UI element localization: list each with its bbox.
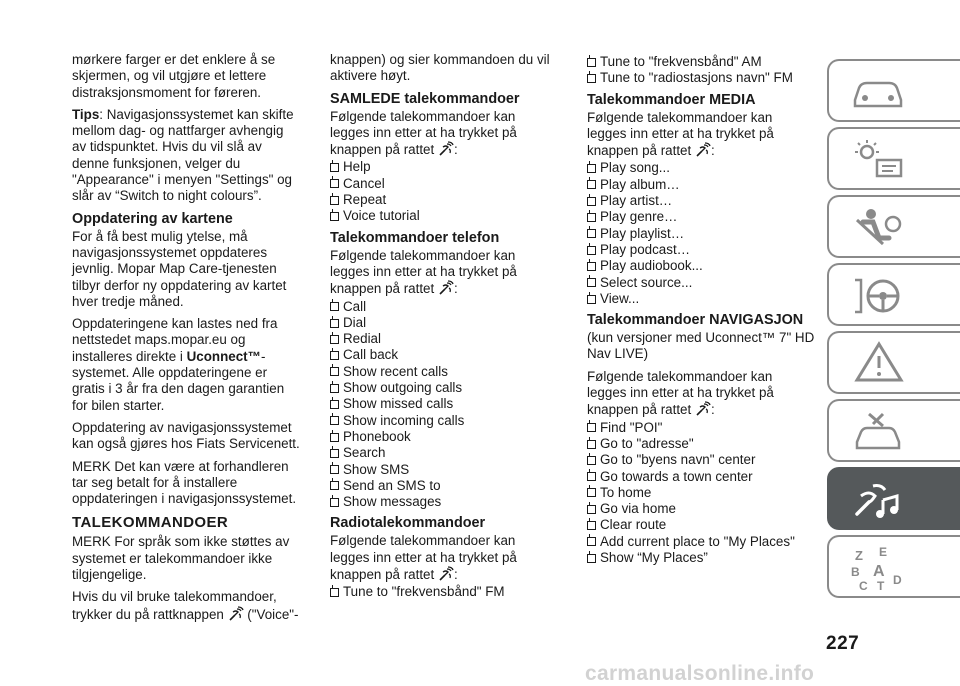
checkbox-icon: [330, 319, 339, 328]
command-text: Go to "adresse": [600, 435, 694, 451]
list-item: [587, 54, 815, 70]
checkbox-icon: [587, 229, 596, 238]
tips-paragraph: [72, 107, 300, 205]
command-text: Play podcast…: [600, 241, 691, 257]
checkbox-icon: [587, 554, 596, 563]
checkbox-icon: [330, 335, 339, 344]
alphabet-index-icon: [849, 544, 919, 594]
list-item: [330, 159, 558, 175]
command-text: Clear route: [600, 517, 667, 533]
navigation-command-list: [587, 420, 815, 567]
text: Følgende talekommandoer kan legges inn etter at ha trykket på knappen på rattet: [587, 109, 774, 159]
heading-media-commands: Talekommandoer MEDIA: [587, 91, 756, 108]
paragraph: MERK For språk som ikke støttes av systemet er talekommandoer ikke tilgjengelige.: [72, 534, 290, 583]
list-item: [330, 445, 558, 461]
list-item: [330, 380, 558, 396]
airbag-seat-icon: [849, 204, 909, 250]
list-item: [587, 534, 815, 550]
road-warning-icon: [849, 340, 909, 386]
paragraph: Oppdatering av navigasjonssystemet kan også gjøres hos Fiats Servicenett.: [72, 419, 300, 452]
voice-button-icon: [438, 280, 454, 296]
svg-text:T: T: [877, 579, 885, 593]
command-text: Dial: [343, 314, 367, 330]
command-text: Show incoming calls: [343, 412, 465, 428]
checkbox-icon: [587, 488, 596, 497]
chapter-tabs: [827, 59, 960, 603]
checkbox-icon: [330, 367, 339, 376]
page-number: 227: [826, 633, 860, 654]
command-text: Add current place to "My Places": [600, 533, 795, 549]
checkbox-icon: [587, 278, 596, 287]
watermark: carmanualsonline.info: [585, 662, 815, 685]
tips-text: : Navigasjonssystemet kan skifte mellom dag- og nattfarger avhengig av tidspunktet. Hvis du vil slå av denne funksjonen, velger du "Appearance" i menyen "Settings" og slår av “Switch to night colours”.: [72, 106, 294, 204]
list-item: [330, 584, 558, 600]
column-left: [72, 52, 300, 629]
checkbox-icon: [587, 505, 596, 514]
voice-button-icon: [695, 401, 711, 417]
checkbox-icon: [587, 472, 596, 481]
svg-text:B: B: [851, 565, 860, 579]
text: Følgende talekommandoer kan legges inn etter at ha trykket på knappen på rattet: [330, 533, 517, 583]
checkbox-icon: [587, 456, 596, 465]
command-text: Show outgoing calls: [343, 380, 463, 396]
list-item: [330, 413, 558, 429]
tab-maintenance[interactable]: [827, 399, 960, 462]
heading-common-commands: SAMLEDE talekommandoer: [330, 90, 520, 107]
tab-warning-lights[interactable]: [827, 127, 960, 190]
list-item: [330, 192, 558, 208]
intro-paragraph: [587, 369, 815, 419]
list-item: [330, 478, 558, 494]
checkbox-icon: [330, 400, 339, 409]
command-text: Find "POI": [600, 419, 663, 435]
intro-paragraph: [587, 110, 815, 160]
car-icon: [849, 68, 909, 114]
list-item: [330, 315, 558, 331]
command-text: Call: [343, 298, 367, 314]
list-item: [330, 299, 558, 315]
checkbox-icon: [587, 246, 596, 255]
command-text: Tune to "frekvensbånd" AM: [600, 54, 762, 69]
text: Følgende talekommandoer kan legges inn etter at ha trykket på knappen på rattet: [587, 368, 774, 418]
heading-navigation-commands: Talekommandoer NAVIGASJON: [587, 312, 804, 329]
command-text: Show missed calls: [343, 396, 454, 412]
text: :: [710, 143, 715, 159]
radio-command-list-continued: [587, 54, 815, 87]
checkbox-icon: [587, 521, 596, 530]
command-text: Go to "byens navn" center: [600, 452, 756, 468]
checkbox-icon: [330, 196, 339, 205]
list-item: [330, 429, 558, 445]
multimedia-icon: [849, 476, 909, 522]
command-text: Repeat: [343, 192, 387, 208]
command-text: Voice tutorial: [343, 208, 420, 224]
list-item: [587, 436, 815, 452]
text: :: [453, 567, 458, 583]
checkbox-icon: [587, 213, 596, 222]
tab-car[interactable]: [827, 59, 960, 122]
checkbox-icon: [330, 179, 339, 188]
command-text: Help: [343, 159, 371, 175]
navigation-version-note: (kun versjoner med Uconnect™ 7" HD Nav LIVE): [587, 330, 815, 362]
command-text: Call back: [343, 347, 399, 363]
list-item: [587, 226, 815, 242]
checkbox-icon: [330, 465, 339, 474]
command-text: Play genre…: [600, 209, 678, 225]
checkbox-icon: [330, 588, 339, 597]
list-item: [587, 193, 815, 209]
command-text: Show recent calls: [343, 363, 448, 379]
list-item: [330, 347, 558, 363]
command-text: Play artist…: [600, 193, 673, 209]
command-text: Go via home: [600, 501, 676, 517]
list-item: [330, 331, 558, 347]
list-item: [330, 208, 558, 224]
svg-text:C: C: [859, 579, 868, 593]
warning-lights-icon: [849, 136, 919, 182]
checkbox-icon: [330, 351, 339, 360]
text: Følgende talekommandoer kan legges inn etter at ha trykket på knappen på rattet: [330, 247, 517, 297]
list-item: [330, 396, 558, 412]
list-item: [587, 420, 815, 436]
voice-button-icon: [228, 606, 244, 622]
common-command-list: [330, 159, 558, 224]
command-text: Show messages: [343, 494, 442, 510]
media-command-list: [587, 160, 815, 307]
list-item: [587, 291, 815, 307]
command-text: Cancel: [343, 175, 385, 191]
command-text: Redial: [343, 331, 381, 347]
voice-button-icon: [695, 142, 711, 158]
heading-map-update: Oppdatering av kartene: [72, 210, 233, 227]
checkbox-icon: [330, 302, 339, 311]
text: Hvis du vil bruke talekommandoer, trykker du på rattknappen: [72, 589, 277, 622]
intro-paragraph: [330, 109, 558, 159]
list-item: [330, 462, 558, 478]
list-item: [587, 209, 815, 225]
phone-command-list: [330, 299, 558, 511]
command-text: Play album…: [600, 176, 680, 192]
tab-emergency[interactable]: [827, 331, 960, 394]
voice-button-icon: [438, 141, 454, 157]
tab-index[interactable]: [827, 535, 960, 598]
text: Oppdateringene kan lastes ned fra nettstedet maps.mopar.eu og installeres direkte i: [72, 316, 278, 364]
command-text: To home: [600, 484, 652, 500]
paragraph: MERK Det kan være at forhandleren tar seg betalt for å installere oppdateringen i navigasjonssystemet.: [72, 458, 297, 507]
radio-command-list: [330, 584, 558, 600]
list-item: [587, 160, 815, 176]
checkbox-icon: [587, 440, 596, 449]
checkbox-icon: [587, 164, 596, 173]
paragraph: [72, 316, 300, 414]
svg-text:Z: Z: [855, 548, 863, 563]
list-item: [587, 177, 815, 193]
checkbox-icon: [587, 58, 596, 67]
column-right: [587, 54, 815, 570]
tab-multimedia[interactable]: [827, 467, 960, 530]
paragraph: For å få best mulig ytelse, må navigasjonssystemet oppdateres jevnlig. Mopar Map Care-tjenesten tilbyr derfor ny oppdatering av kartet hver tredje måned.: [72, 228, 287, 309]
text: ("Voice"-: [243, 606, 299, 622]
list-item: [587, 550, 815, 566]
checkbox-icon: [330, 212, 339, 221]
list-item: [330, 176, 558, 192]
checkbox-icon: [330, 433, 339, 442]
column-middle: [330, 52, 558, 605]
list-item: [587, 485, 815, 501]
command-text: Send an SMS to: [343, 477, 441, 493]
command-text: View...: [600, 290, 640, 306]
tips-label: Tips: [72, 106, 100, 122]
paragraph: [72, 589, 300, 623]
text: :: [710, 402, 715, 418]
heading-voice-commands: TALEKOMMANDOER: [72, 514, 229, 532]
tools-car-icon: [849, 408, 909, 454]
list-item: [587, 70, 815, 86]
text: :: [453, 281, 458, 297]
svg-text:D: D: [893, 573, 902, 587]
list-item: [587, 275, 815, 291]
voice-button-icon: [438, 566, 454, 582]
checkbox-icon: [330, 163, 339, 172]
heading-phone-commands: Talekommandoer telefon: [330, 229, 500, 246]
list-item: [587, 501, 815, 517]
list-item: [587, 452, 815, 468]
checkbox-icon: [587, 74, 596, 83]
checkbox-icon: [330, 498, 339, 507]
command-text: Search: [343, 445, 386, 461]
steering-wheel-icon: [849, 272, 909, 318]
intro-paragraph: [330, 533, 558, 583]
uconnect-brand: Uconnect™: [186, 348, 262, 364]
text: -systemet. Alle oppdateringene er gratis i 3 år fra den dagen garantien for bilen starter.: [72, 348, 285, 413]
checkbox-icon: [587, 197, 596, 206]
command-text: Go towards a town center: [600, 468, 753, 484]
paragraph: knappen) og sier kommandoen du vil aktivere høyt.: [330, 52, 550, 84]
checkbox-icon: [587, 180, 596, 189]
checkbox-icon: [587, 537, 596, 546]
checkbox-icon: [330, 384, 339, 393]
heading-radio-commands: Radiotalekommandoer: [330, 515, 486, 532]
command-text: Play audiobook...: [600, 258, 703, 274]
checkbox-icon: [330, 481, 339, 490]
checkbox-icon: [330, 416, 339, 425]
text: :: [453, 142, 458, 158]
list-item: [587, 469, 815, 485]
tab-safety[interactable]: [827, 195, 960, 258]
command-text: Phonebook: [343, 428, 411, 444]
command-text: Select source...: [600, 274, 693, 290]
checkbox-icon: [330, 449, 339, 458]
command-text: Play song...: [600, 160, 670, 176]
checkbox-icon: [587, 262, 596, 271]
command-text: Show SMS: [343, 461, 410, 477]
command-text: Tune to "frekvensbånd" FM: [343, 584, 505, 600]
list-item: [587, 242, 815, 258]
checkbox-icon: [587, 295, 596, 304]
list-item: [330, 494, 558, 510]
command-text: Play playlist…: [600, 225, 685, 241]
command-text: Tune to "radiostasjons navn" FM: [600, 70, 793, 86]
svg-text:E: E: [879, 545, 888, 559]
intro-paragraph: [330, 248, 558, 298]
list-item: [587, 258, 815, 274]
command-text: Show “My Places”: [600, 550, 708, 566]
list-item: [587, 517, 815, 533]
text: Følgende talekommandoer kan legges inn etter at ha trykket på knappen på rattet: [330, 108, 517, 158]
svg-text:A: A: [873, 563, 885, 580]
checkbox-icon: [587, 423, 596, 432]
list-item: [330, 364, 558, 380]
tab-starting-driving[interactable]: [827, 263, 960, 326]
paragraph: mørkere farger er det enklere å se skjermen, og vil utgjøre et lettere distraksjonsmoment for føreren.: [72, 52, 276, 100]
